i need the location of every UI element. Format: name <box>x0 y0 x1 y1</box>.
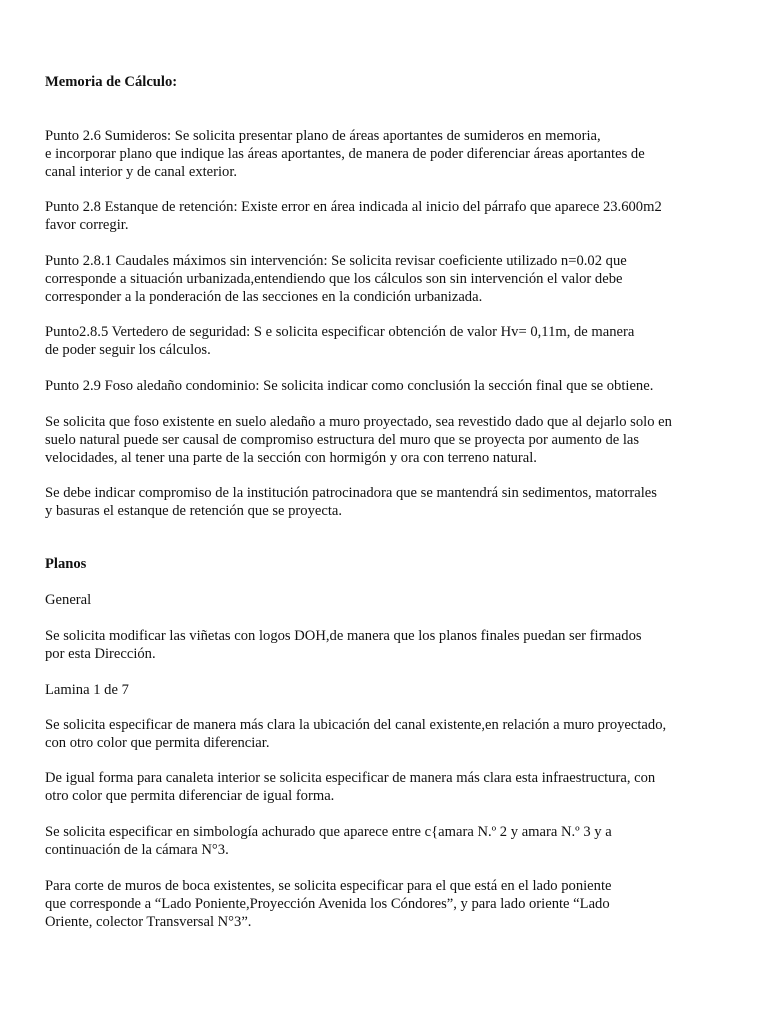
text-line: velocidades, al tener una parte de la sección con hormigón y ora con terreno natural. <box>45 450 537 466</box>
text-line: corresponder a la ponderación de las secciones en la condición urbanizada. <box>45 289 483 305</box>
paragraph-punto-2-8-5 <box>45 323 634 359</box>
text-line: con otro color que permita diferenciar. <box>45 735 270 751</box>
lamina-subheading: Lamina 1 de 7 <box>45 682 129 698</box>
text-line: otro color que permita diferenciar de igual forma. <box>45 788 335 804</box>
text-line: Para corte de muros de boca existentes, se solicita especificar para el que está en el lado poniente <box>45 878 612 894</box>
text-line: Punto 2.8 Estanque de retención: Existe error en área indicada al inicio del párrafo que aparece 23.600m2 <box>45 199 662 215</box>
text-line: favor corregir. <box>45 217 129 233</box>
text-line: Punto 2.9 Foso aledaño condominio: Se solicita indicar como conclusión la sección final que se obtiene. <box>45 378 654 394</box>
paragraph-punto-2-9 <box>45 377 653 395</box>
paragraph-punto-2-8-1 <box>45 252 627 306</box>
paragraph-canaleta <box>45 769 655 805</box>
paragraph-vinetas <box>45 627 642 663</box>
text-line: continuación de la cámara N°3. <box>45 842 229 858</box>
planos-heading: Planos <box>45 556 87 572</box>
text-line: De igual forma para canaleta interior se solicita especificar de manera más clara esta infraestructura, con <box>45 770 656 786</box>
text-line: que corresponde a “Lado Poniente,Proyección Avenida los Cóndores”, y para lado oriente “Lado <box>45 896 610 912</box>
paragraph-punto-2-8 <box>45 198 662 234</box>
text-line: de poder seguir los cálculos. <box>45 342 211 358</box>
text-line: Oriente, colector Transversal N°3”. <box>45 914 252 930</box>
text-line: Punto 2.6 Sumideros: Se solicita presentar plano de áreas aportantes de sumideros en memoria, <box>45 128 601 144</box>
text-line: Se debe indicar compromiso de la institución patrocinadora que se mantendrá sin sedimentos, matorrales <box>45 485 657 501</box>
paragraph-simbologia <box>45 823 612 859</box>
text-line: corresponde a situación urbanizada,entendiendo que los cálculos son sin intervención el valor debe <box>45 271 623 287</box>
text-line: Se solicita especificar en simbología achurado que aparece entre c{amara N.º 2 y amara N.º 3 y a <box>45 824 612 840</box>
paragraph-foso <box>45 413 672 467</box>
text-line: suelo natural puede ser causal de compromiso estructura del muro que se proyecta por aumento de las <box>45 432 640 448</box>
text-line: Se solicita especificar de manera más clara la ubicación del canal existente,en relación a muro proyectado, <box>45 717 667 733</box>
paragraph-compromiso <box>45 484 657 520</box>
memoria-heading: Memoria de Cálculo: <box>45 74 178 90</box>
text-line: por esta Dirección. <box>45 646 156 662</box>
text-line: Punto 2.8.1 Caudales máximos sin intervención: Se solicita revisar coeficiente utilizado n=0.02 que <box>45 253 627 269</box>
paragraph-punto-2-6 <box>45 127 645 181</box>
text-line: Punto2.8.5 Vertedero de seguridad: S e solicita especificar obtención de valor Hv= 0,11m, de manera <box>45 324 635 340</box>
text-line: Se solicita modificar las viñetas con logos DOH,de manera que los planos finales puedan ser firmados <box>45 628 642 644</box>
text-line: y basuras el estanque de retención que se proyecta. <box>45 503 343 519</box>
general-subheading: General <box>45 592 92 608</box>
text-line: e incorporar plano que indique las áreas aportantes, de manera de poder diferenciar áreas aportantes de <box>45 146 645 162</box>
text-line: Se solicita que foso existente en suelo aledaño a muro proyectado, sea revestido dado que al dejarlo solo en <box>45 414 672 430</box>
paragraph-canal <box>45 716 666 752</box>
paragraph-corte <box>45 877 611 931</box>
text-line: canal interior y de canal exterior. <box>45 164 238 180</box>
